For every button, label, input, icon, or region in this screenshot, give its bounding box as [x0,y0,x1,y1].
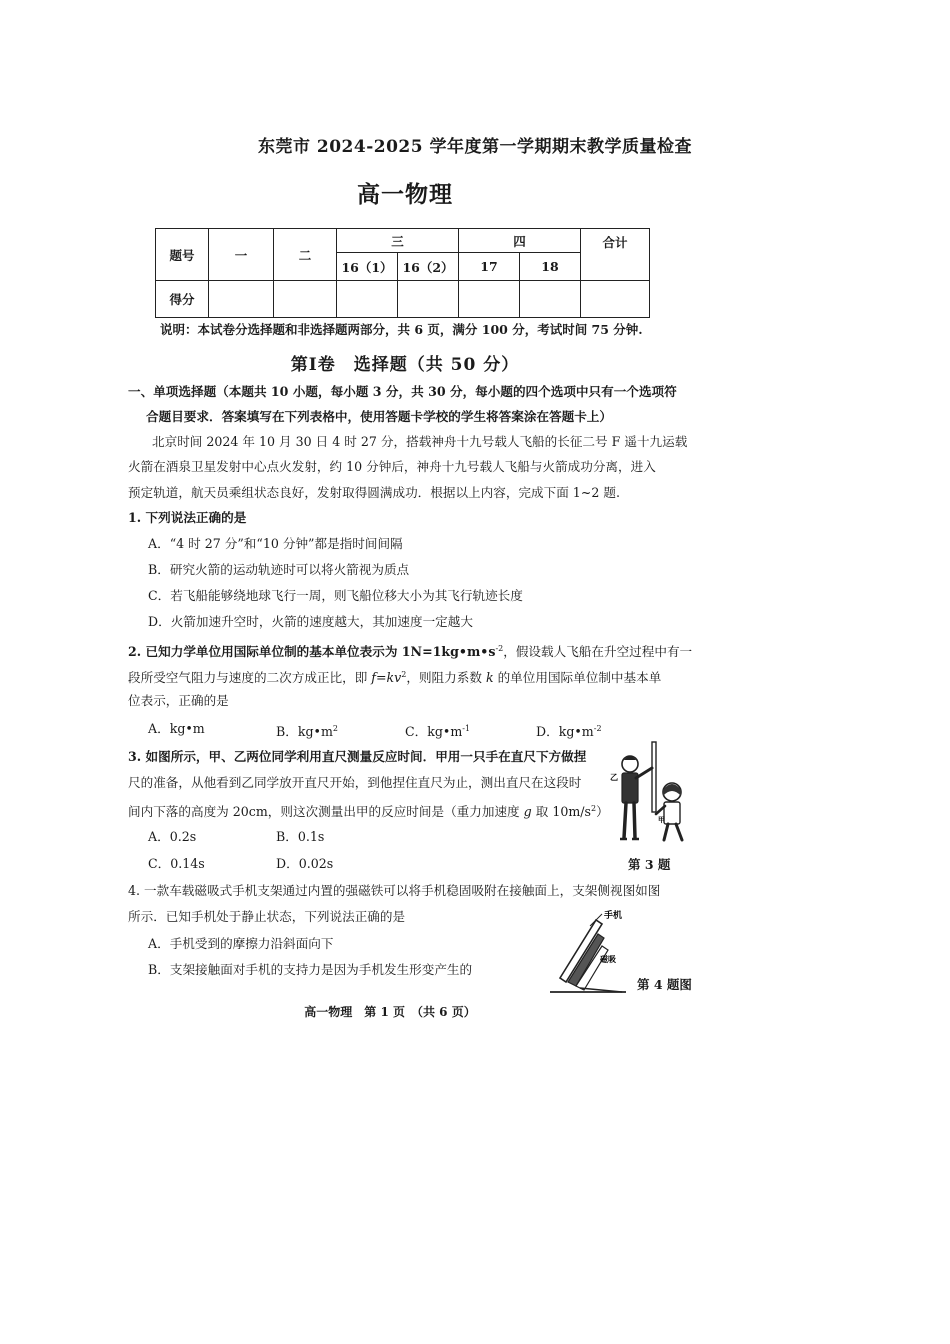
q4-stem-line1: 4. 一款车载磁吸式手机支架通过内置的强磁铁可以将手机稳固吸附在接触面上，支架侧视图如图 [128,883,661,898]
q2-formula: f=kv [371,670,402,686]
q4-stem-line2: 所示．已知手机处于静止状态，下列说法正确的是 [128,909,406,924]
score-cell-18 [520,281,581,318]
score-table-col-one: 一 [209,229,274,281]
q1-option-b: B．研究火箭的运动轨迹时可以将火箭视为质点 [148,562,410,577]
q2-stem-line1 [128,640,692,661]
q2-option-b [276,720,338,741]
exam-title: 东莞市 2024-2025 学年度第一学期期末教学质量检查 [257,137,693,157]
q2-stem-line1-a: 2. 已知力学单位用国际单位制的基本单位表示为 1N=1kg•m•s [128,644,496,660]
q2-stem-line2-b: ，则阻力系数 [406,670,486,686]
q2-option-a: A．kg•m [148,721,205,736]
score-table-col-three: 三 [337,229,459,253]
q3-stem-line3-b: 取 10m/s [531,804,591,820]
q2-k-symbol: k [485,670,494,686]
intro-line3: 预定轨道，航天员乘组状态良好，发射取得圆满成功．根据以上内容，完成下面 1~2 题. [128,485,620,500]
score-table-col-four: 四 [459,229,581,253]
q3-option-b: B．0.1s [276,829,325,844]
q2-option-c-base: C．kg•m [405,724,463,740]
q2-stem-line3: 位表示，正确的是 [128,693,229,708]
section-title: 第Ⅰ卷 选择题（共 50 分） [290,355,520,375]
figure-label-yi: 乙 [610,773,618,782]
score-cell-16-2 [398,281,459,318]
q2-option-d-base: D．kg•m [536,724,594,740]
page-footer: 高一物理 第 1 页 （共 6 页） [304,1005,476,1019]
student-b-legs [624,803,635,838]
q2-option-d [536,720,602,741]
q4-option-b: B．支架接触面对手机的支持力是因为手机发生形变产生的 [148,962,473,977]
q3-stem-line3 [128,800,609,821]
score-table-sub-16-2: 16（2） [398,253,459,281]
score-table-header-label: 题号 [156,229,209,281]
subject-title: 高一物理 [357,181,453,208]
score-table-col-two: 二 [274,229,337,281]
score-cell-17 [459,281,520,318]
intro-line1: 北京时间 2024 年 10 月 30 日 4 时 27 分，搭载神舟十九号载人飞船的长征二号 F 遥十九运载 [152,434,688,449]
score-cell-16-1 [337,281,398,318]
figure-label-phone: 手机 [604,911,623,921]
figure-label-jia: 甲 [658,816,665,824]
student-a-body [664,802,680,824]
q3-figure [608,740,694,848]
q2-stem-line2 [128,666,661,687]
q3-option-a: A．0.2s [148,829,197,844]
q2-stem-line1-b: ，假设载人飞船在升空过程中有一 [503,644,693,660]
q3-stem-line1 [128,748,586,766]
q2-formula-sup: 2 [401,670,407,679]
q1-option-c: C．若飞船能够绕地球飞行一周，则飞船位移大小为其飞行轨迹长度 [148,588,523,603]
exam-note: 说明：本试卷分选择题和非选择题两部分，共 6 页，满分 100 分，考试时间 75 分钟. [160,322,643,337]
q1-option-a: A．“4 时 27 分”和“10 分钟”都是指时间间隔 [148,536,403,551]
student-b-arm [636,768,652,778]
student-a-legs [664,824,682,840]
q4-figure-caption: 第 4 题图 [637,977,692,992]
score-cell-total [581,281,650,318]
ruler [652,742,656,812]
q3-stem-line2: 尺的准备，从他看到乙同学放开直尺开始，到他捏住直尺为止，测出直尺在这段时 [128,775,582,790]
score-table [155,228,650,318]
q2-option-c [405,720,470,741]
score-table-score-label: 得分 [156,281,209,318]
q2-stem-line2-c: 的单位用国际单位制中基本单 [493,670,662,686]
q2-stem-line2-a: 段所受空气阻力与速度的二次方成正比，即 [128,670,372,686]
part1-heading-line1: 一、单项选择题（本题共 10 小题，每小题 3 分，共 30 分，每小题的四个选项中只有一个选项符 [128,384,677,399]
q2-option-b-base: B．kg•m [276,724,333,740]
score-table-sub-16-1: 16（1） [337,253,398,281]
q3-option-d: D．0.02s [276,856,334,871]
q2-option-c-sup: -1 [462,724,471,733]
q2-option-b-sup: 2 [332,724,339,733]
q3-stem-line3-sup: 2 [591,804,597,813]
q3-g-symbol: g [523,804,532,820]
score-table-col-total: 合计 [581,229,650,281]
q3-stem-line3-c: ） [596,804,609,820]
q3-option-c: C．0.14s [148,856,205,871]
score-cell-two [274,281,337,318]
q4-figure [546,908,642,1000]
q3-figure-caption: 第 3 题 [628,857,671,872]
q3-stem-line1-text: 3. 如图所示，甲、乙两位同学利用直尺测量反应时间．甲用一只手在直尺下方做捏 [128,749,587,764]
q3-stem-line3-a: 间内下落的高度为 20cm，则这次测量出甲的反应时间是（重力加速度 [128,804,524,820]
q1-stem: 1. 下列说法正确的是 [128,510,247,525]
q4-option-a: A．手机受到的摩擦力沿斜面向下 [148,936,334,951]
score-cell-one [209,281,274,318]
q2-option-d-sup: -2 [593,724,602,733]
q1-option-d: D．火箭加速升空时，火箭的速度越大，其加速度一定越大 [148,614,473,629]
part1-heading-line2: 合题目要求．答案填写在下列表格中，使用答题卡学校的学生将答案涂在答题卡上） [146,409,612,424]
intro-line2: 火箭在酒泉卫星发射中心点火发射，约 10 分钟后，神舟十九号载人飞船与火箭成功分离，进入 [128,459,656,474]
figure-label-magnet: 磁吸 [600,955,616,964]
score-table-sub-18: 18 [520,253,581,281]
score-table-sub-17: 17 [459,253,520,281]
q2-stem-line1-sup: -2 [495,644,504,653]
